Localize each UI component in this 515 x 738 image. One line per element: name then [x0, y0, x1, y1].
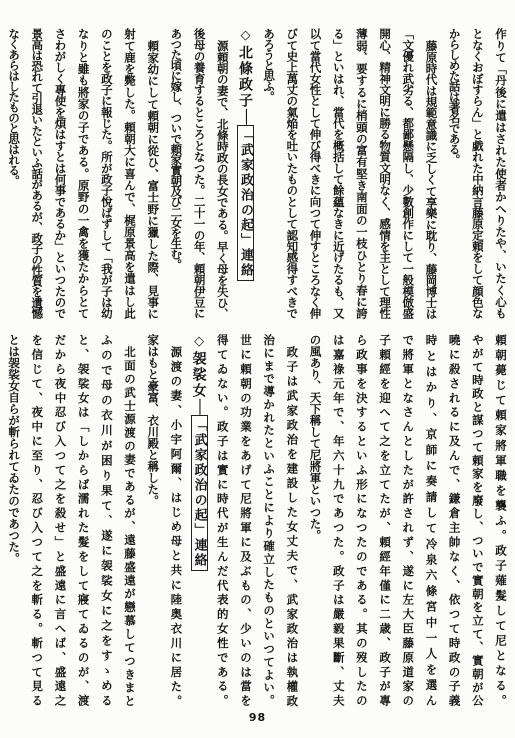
heading-dash: ──: [191, 399, 207, 415]
text-column: 源頼朝の妻で、北條時政の長女である。早く母を失ひ、: [215, 39, 230, 318]
text-column: 薄弱、要するに梢頭の富有堅き南面の一枝ひとり春に誇: [354, 28, 369, 318]
text-column: 以て當代女性として伸び得べきに向つて伸すところなく伸: [308, 28, 323, 318]
text-column: 治にまで導かれたといふことにより確立したものといつてよい。: [262, 334, 277, 706]
text-column: 源渡の妻、小宇阿爾、はじめ母と共に陸奥衣川に居た。: [169, 345, 184, 706]
text-column: 曉に殺されるに及んで、鎌倉主帥なく、依つて時政の子義: [447, 334, 462, 706]
heading-name: 袈裟女: [190, 351, 207, 399]
text-column: は嘉祿元年で、年六十九であつた。政子は嚴毅果斷、丈夫: [331, 334, 346, 706]
text-column: 政子は武家政治を建設した女丈夫で、武家政治は執權政: [285, 345, 300, 706]
text-column: 射て鹿を斃した。頼朝大に喜んで、梶原景高を遣はし此: [123, 28, 137, 318]
text-column: 得てゐない。政子は實に時代が生んだ代表的女性である。: [215, 334, 230, 706]
diamond-bullet-icon: ◇: [237, 28, 253, 45]
heading-name: 北條政子: [236, 45, 253, 109]
text-column: 頼家幼にして頼朝に從ひ、富士野に獵した際、見事に: [146, 39, 161, 318]
page-number: 98: [248, 711, 267, 724]
text-column: のことを政子に報じた。所が政子悅ばずして「我が子は幼: [99, 28, 114, 318]
text-column: ふので母の衣川が困り果て、遂に袈裟女に之をすゝめる: [99, 334, 114, 706]
text-column: とは袈裟女自らが斬られてゐたのであつた。: [7, 334, 22, 564]
text-column: 後母の養育するところとなつた。二十一の年、頼朝伊豆に: [192, 28, 207, 318]
text-column: やがて時政と謀つて頼家を廢し、ついで實朝を立て、實朝が公: [470, 334, 485, 706]
cross-reference-box: 「武家政治の起」連絡: [237, 125, 254, 281]
text-column: からしめた話は著名である。: [447, 28, 462, 165]
text-column: 景高は恐れて引退いたといふ話があるが、政子の性質を遺憾: [30, 28, 45, 318]
upper-tier: [2, 28, 512, 318]
text-column: 作りて「丹後に遣はされた使者かへりたや、いたく心も: [494, 28, 508, 318]
text-column: さわがしく專使を煩はすとは何事であるか」といつたので: [53, 28, 68, 318]
diamond-bullet-icon: ◇: [191, 334, 207, 351]
text-column: となくおぼすらん」と戯れた中納言藤原定頼をして顔色な: [470, 28, 485, 318]
section-heading-kesa: [187, 334, 210, 706]
text-column: びて史上萬丈の氣焔を吐いたものとして認知感得すべきで: [285, 28, 300, 318]
text-column: 家はもと豪富、衣川殿と稱した。: [146, 334, 161, 507]
text-column: 子頼經を迎へて之を立てたが、頼經年僅に二歳、政子が專: [378, 334, 393, 706]
text-column: 北面の武士源渡の妻であるが、遠藤盛遠が戀慕してつきまと: [123, 345, 137, 706]
text-column: だから夜中忍び入つて之を殺せ」と盛遠に言へば、盛遠之: [53, 334, 68, 706]
lower-tier: [2, 334, 512, 706]
section-heading-hojo-masako: [234, 28, 257, 318]
text-column: 頼朝薨じて頼家將軍職を襲ふ。政子薙髮して尼となる。: [494, 334, 508, 706]
text-column: で將軍となさんとしたが許されず、遂に左大臣藤原道家の: [401, 334, 416, 706]
text-column: る」といはれ、當代を概括して餘蘊なきに近げたるも、又: [331, 28, 346, 318]
text-column: ら政事を決するといふ形になつたのである。其の歿したの: [354, 334, 369, 706]
heading-dash: ──: [237, 109, 253, 125]
text-column: なりと雖も將家の子である。原野の一禽を獲たからとて: [76, 28, 91, 318]
text-column: 藤原時代は規範意識に乏しくて享樂に耽り、藤岡博士は: [424, 39, 439, 318]
text-column: あつた頃に嫁し、ついで頼家實朝及び二女を生む。: [169, 28, 184, 270]
text-column: を信じて、夜中に至り、忍び入つて之を斬る。斬つて見る: [30, 334, 45, 707]
text-column: 世に頼朝の功業をあげて尼將軍に及ぶもの、少いのは當を: [238, 334, 253, 706]
text-column: なくあらはしたものと思はれる。: [7, 28, 22, 186]
text-column: あろうと思ふ。: [262, 28, 277, 102]
text-column: 時とはかり、京師に奏請して冷泉六條宮中一人を選ん: [424, 334, 439, 706]
text-column: と、袈裟女は「しからば濡れた髮をして寢てゐるのが、渡: [76, 334, 91, 706]
text-column: 「文優れ武劣る、都鄙懸隔し、少數創作にして一般模倣盛: [401, 28, 416, 318]
text-column: の風あり、天下稱して尼將軍といつた。: [308, 334, 323, 541]
cross-reference-box: 「武家政治の起」連絡: [191, 415, 208, 571]
text-column: 開心、精神文明に勝る物質文明なく、感情を主として理性: [378, 28, 393, 318]
